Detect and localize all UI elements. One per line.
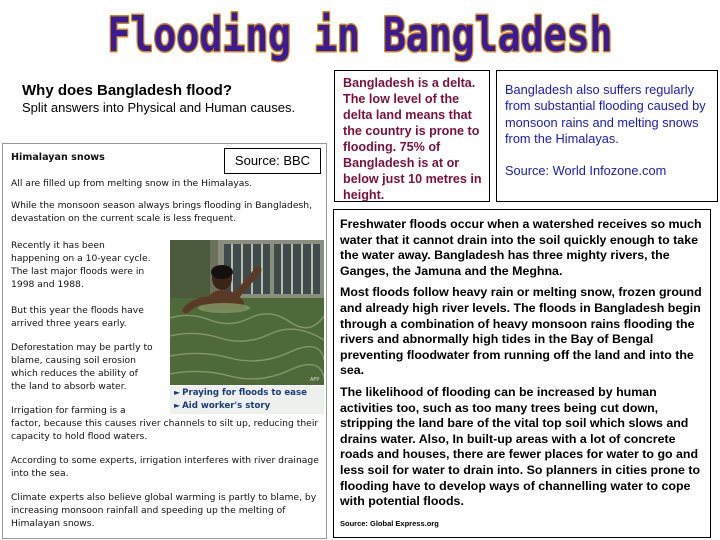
bbc-heading: Himalayan snows: [11, 152, 105, 163]
arrow-icon: ►: [174, 401, 181, 410]
bbc-paragraph: [11, 341, 171, 393]
page-title: [0, 4, 720, 64]
bbc-paragraph: While the monsoon season always brings flooding in Bangladesh, devastation on the current scale is less frequent.: [11, 200, 313, 224]
bbc-line: which reduces the ability of: [11, 368, 138, 379]
bbc-line: happening on a 10-year cycle.: [11, 253, 151, 264]
bbc-paragraph: All are filled up from melting snow in the Himalayas.: [11, 178, 253, 189]
bbc-line: Deforestation may be partly to: [11, 342, 153, 353]
bbc-line: But this year the floods have: [11, 305, 144, 316]
main-source: Source: Global Express.org: [340, 518, 439, 528]
bbc-line: Recently it has been: [11, 240, 105, 251]
related-link[interactable]: [170, 399, 324, 412]
bbc-paragraph: [11, 239, 171, 291]
bbc-paragraph: [11, 304, 171, 330]
bbc-line: The last major floods were in: [11, 266, 145, 277]
monsoon-text: Bangladesh also suffers regularly from substantial flooding caused by monsoon rains and melting snows from the Himalayas.: [505, 82, 706, 146]
question-block: [22, 82, 322, 116]
bbc-line: Irrigation for farming is a: [11, 405, 126, 416]
arrow-icon: ►: [174, 388, 181, 397]
bbc-line: blame, causing soil erosion: [11, 355, 136, 366]
related-link-label: Aid worker's story: [182, 401, 271, 411]
flood-photo: [170, 240, 324, 385]
question-heading: Why does Bangladesh flood?: [22, 82, 233, 99]
monsoon-info-box: [496, 70, 718, 202]
bbc-line: 1998 and 1988.: [11, 279, 84, 290]
bbc-paragraph: According to some experts, irrigation interferes with river drainage into the sea.: [11, 455, 319, 479]
related-link[interactable]: [170, 386, 324, 399]
photo-credit: AFP: [310, 377, 320, 383]
bbc-paragraph: Climate experts also believe global warming is partly to blame, by increasing monsoon rainfall and speeding up the melting of Himalayan snows.: [11, 492, 317, 529]
main-paragraph: The likelihood of flooding can be increased by human activities too, such as too many trees being cut down, stripping the land bare of the vital top soil which slows and drains water. Also, In built-up areas with a lot of concrete roads and houses, there are fewer places for water to go and less soil for water to drain into. So planners in cities prone to flooding have to develop ways of channelling water to cope with potential floods.: [340, 384, 701, 509]
question-subheading: Split answers into Physical and Human causes.: [22, 100, 296, 115]
related-link-label: Praying for floods to ease: [182, 388, 307, 398]
bbc-line: arrived three years early.: [11, 318, 127, 329]
bbc-line: the land to absorb water.: [11, 381, 127, 392]
monsoon-source: Source: World Infozone.com: [505, 163, 667, 179]
page-title-text: Flooding in Bangladesh: [107, 8, 613, 63]
delta-text: Bangladesh is a delta. The low level of the delta land means that the country is prone to flooding. 75% of Bangladesh is at or below just 10 metres in height.: [343, 76, 482, 202]
main-explanation-box: [333, 209, 711, 538]
main-paragraph: Most floods follow heavy rain or melting snow, frozen ground and already high river levels. The floods in Bangladesh begin through a combination of heavy monsoon rains flooding the rivers and abnormally high tides in the Bay of Bengal preventing floodwater from running off the land and into the sea.: [340, 285, 702, 378]
delta-info-box: [334, 70, 490, 202]
source-bbc-label: Source: BBC: [224, 148, 321, 174]
main-paragraph: Freshwater floods occur when a watershed receives so much water that it cannot drain into the soil quickly enough to take the water away. Bangladesh has three mighty rivers, the Ganges, the Jamuna and the Meghna.: [340, 217, 702, 278]
related-links: [170, 386, 324, 414]
bbc-paragraph: factor, because this causes river channels to silt up, reducing their capacity to hold flood waters.: [11, 418, 319, 442]
